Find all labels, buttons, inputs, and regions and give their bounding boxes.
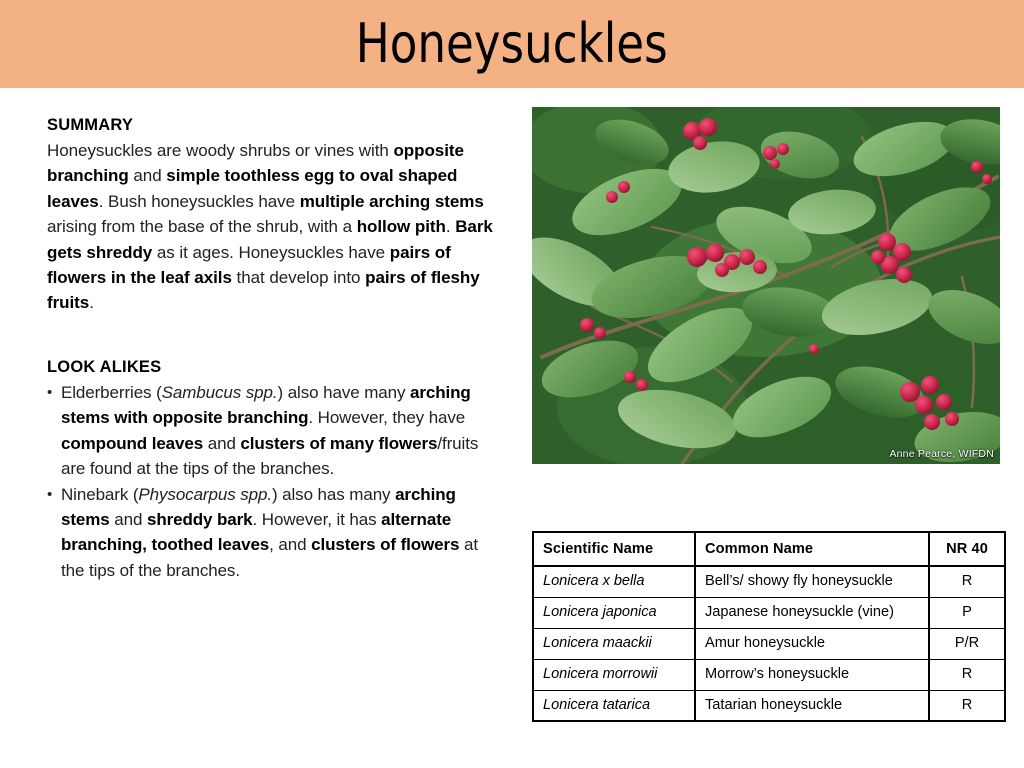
cell-common-name: Amur honeysuckle <box>695 628 929 659</box>
cell-scientific-name: Lonicera maackii <box>533 628 695 659</box>
cell-nr40: R <box>929 566 1005 597</box>
column-header-common-name: Common Name <box>695 532 929 566</box>
header-banner <box>0 0 1024 88</box>
cell-scientific-name: Lonicera tatarica <box>533 690 695 721</box>
cell-scientific-name: Lonicera x bella <box>533 566 695 597</box>
page-title: Honeysuckles <box>356 12 668 75</box>
column-header-nr40: NR 40 <box>929 532 1005 566</box>
look-alikes-list <box>47 380 497 583</box>
species-table-container <box>532 531 1004 722</box>
table-row <box>533 628 1005 659</box>
look-alikes-section <box>47 355 497 583</box>
species-table-body <box>533 566 1005 721</box>
summary-heading: SUMMARY <box>47 116 134 134</box>
table-row <box>533 597 1005 628</box>
photo-illustration <box>532 107 1000 464</box>
list-item: • Elderberries (Sambucus spp.) also have many arching stems with opposite branching. However, they have compound leaves and clusters of many flowers/fruits are found at the tips of the branches. <box>47 380 497 482</box>
cell-nr40: P/R <box>929 628 1005 659</box>
cell-nr40: R <box>929 659 1005 690</box>
table-row <box>533 566 1005 597</box>
list-item: • Ninebark (Physocarpus spp.) also has many arching stems and shreddy bark. However, it has alternate branching, toothed leaves, and clusters of flowers at the tips of the branches. <box>47 482 497 584</box>
table-header-row <box>533 532 1005 566</box>
species-table <box>532 531 1006 722</box>
summary-section <box>47 113 495 316</box>
table-row <box>533 690 1005 721</box>
photo-credit: Anne Pearce, WIFDN <box>889 448 994 460</box>
cell-common-name: Japanese honeysuckle (vine) <box>695 597 929 628</box>
cell-nr40: P <box>929 597 1005 628</box>
cell-common-name: Tatarian honeysuckle <box>695 690 929 721</box>
summary-paragraph: Honeysuckles are woody shrubs or vines with opposite branching and simple toothless egg to oval shaped leaves. Bush honeysuckles have multiple arching stems arising from the base of the shrub, with a hollow pith. Bark gets shreddy as it ages. Honeysuckles have pairs of flowers in the leaf axils that develop into pairs of fleshy fruits. <box>47 141 493 313</box>
column-header-scientific-name: Scientific Name <box>533 532 695 566</box>
look-alikes-heading: LOOK ALIKES <box>47 358 162 376</box>
cell-common-name: Bell’s/ showy fly honeysuckle <box>695 566 929 597</box>
cell-scientific-name: Lonicera japonica <box>533 597 695 628</box>
cell-nr40: R <box>929 690 1005 721</box>
table-row <box>533 659 1005 690</box>
cell-scientific-name: Lonicera morrowii <box>533 659 695 690</box>
cell-common-name: Morrow’s honeysuckle <box>695 659 929 690</box>
honeysuckle-photo <box>532 107 1000 464</box>
